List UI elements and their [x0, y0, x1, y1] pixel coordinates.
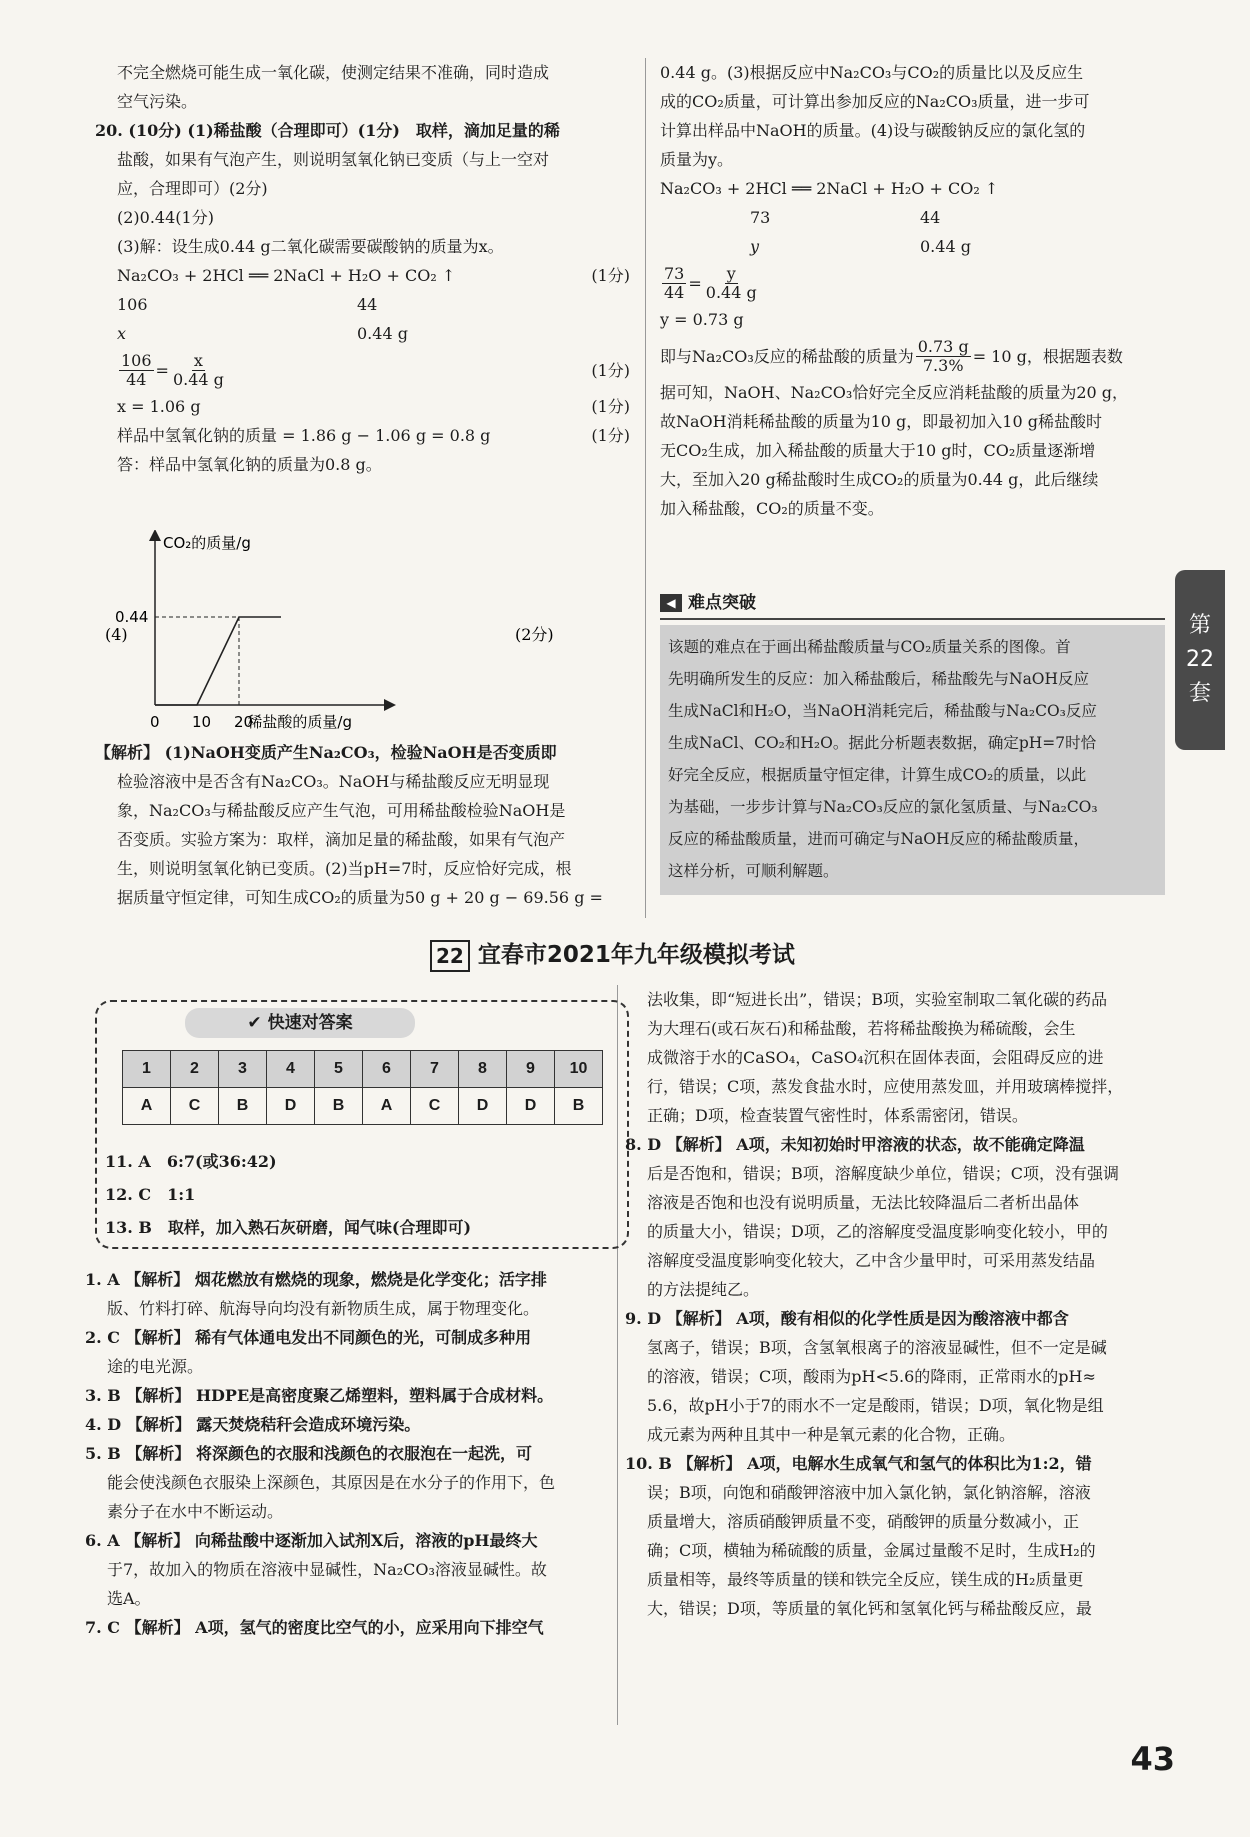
text-line: 途的电光源。 — [107, 1357, 204, 1376]
text-line: 无CO₂生成，加入稀盐酸的质量大于10 g时，CO₂质量逐渐增 — [660, 441, 1096, 460]
result: x = 1.06 g (1分) — [117, 397, 630, 416]
callout-line: 生成NaCl和H₂O，当NaOH消耗完后，稀盐酸与Na₂CO₃反应 — [668, 702, 1097, 720]
score: (1分) — [591, 266, 630, 285]
text-line: 溶液是否饱和也没有说明质量，无法比较降温后二者析出晶体 — [647, 1193, 1080, 1212]
answer-key: D — [507, 1088, 555, 1125]
question-line: 5. B 【解析】 将深颜色的衣服和浅颜色的衣服泡在一起洗，可 — [85, 1444, 532, 1463]
answer-number: 1 — [123, 1051, 171, 1088]
analysis-20 — [95, 738, 630, 912]
text-line: 【解析】 (1)NaOH变质产生Na₂CO₃，检验NaOH是否变质即 — [95, 743, 557, 762]
text-line: 正确；D项，检查装置气密性时，体系需密闭，错误。 — [647, 1106, 1028, 1125]
answer-key: B — [555, 1088, 603, 1125]
text-line: 质量相等，最终等质量的镁和铁完全反应，镁生成的H₂质量更 — [647, 1570, 1084, 1589]
difficulty-callout — [660, 625, 1165, 895]
question-line: 9. D 【解析】 A项，酸有相似的化学性质是因为酸溶液中都含 — [625, 1309, 1069, 1328]
score: (1分) — [591, 360, 630, 380]
answer-number: 10 — [555, 1051, 603, 1088]
section-title-text: 宜春市2021年九年级模拟考试 — [477, 942, 795, 968]
text-line: 生，则说明氢氧化钠已变质。(2)当pH=7时，反应恰好完成，根 — [117, 859, 572, 878]
question-line: 6. A 【解析】 向稀盐酸中逐渐加入试剂X后，溶液的pH最终大 — [85, 1531, 538, 1550]
set-tab: 第 22 套 — [1175, 570, 1225, 750]
answer-key: A — [123, 1088, 171, 1125]
answer-key: C — [411, 1088, 459, 1125]
x-tick-label: 20 — [234, 713, 254, 730]
text-line: 大，至加入20 g稀盐酸时生成CO₂的质量为0.44 g，此后继续 — [660, 470, 1099, 489]
fraction: $\frac{0.73 g}{7.3\%}$ — [917, 336, 969, 375]
text-line: 成微溶于水的CaSO₄，CaSO₄沉积在固体表面，会阻碍反应的进 — [647, 1048, 1104, 1067]
var-row — [95, 319, 630, 348]
x-axis-label: 稀盐酸的质量/g — [247, 713, 352, 730]
check-icon: ✔ — [247, 1013, 268, 1033]
text-line: 版、竹料打碎、航海导向均没有新物质生成，属于物理变化。 — [107, 1299, 540, 1318]
answer-key: C — [171, 1088, 219, 1125]
answer-number: 6 — [363, 1051, 411, 1088]
callout-line: 为基础，一步步计算与Na₂CO₃反应的氯化氢质量、与Na₂CO₃ — [668, 798, 1098, 816]
fraction: $\frac{x}{0.44 g}$ — [172, 350, 224, 389]
text-line: 误；B项，向饱和硝酸钾溶液中加入氯化钠，氯化钠溶解，溶液 — [647, 1483, 1091, 1502]
question-line: 10. B 【解析】 A项，电解水生成氧气和氢气的体积比为1:2，错 — [625, 1454, 1092, 1473]
text-line: 素分子在水中不断运动。 — [107, 1502, 284, 1521]
text-line: 能会使浅颜色衣服染上深颜色，其原因是在水分子的作用下，色 — [107, 1473, 556, 1492]
callout-line: 反应的稀盐酸质量，进而可确定与NaOH反应的稀盐酸质量， — [668, 830, 1090, 848]
text-line: 溶解度受温度影响变化较大，乙中含少量甲时，可采用蒸发结晶 — [647, 1251, 1096, 1270]
text-line: 不完全燃烧可能生成一氧化碳，使测定结果不准确，同时造成 — [117, 63, 550, 82]
proportion: $\frac{73}{44}$ = $\frac{y}{0.44 g}$ — [664, 263, 757, 302]
chart-svg — [95, 530, 635, 730]
answer-table — [122, 1050, 603, 1125]
answer-number: 5 — [315, 1051, 363, 1088]
x-tick-label: 0 — [150, 713, 160, 730]
fraction: $\frac{73}{44}$ — [664, 263, 685, 302]
column-divider-top — [645, 58, 646, 918]
answer-line: 11. A 6:7(或36:42) — [105, 1152, 277, 1171]
equation: Na₂CO₃ + 2HCl ══ 2NaCl + H₂O + CO₂ ↑ — [660, 179, 999, 198]
text-line: 空气污染。 — [117, 92, 198, 111]
co2-chart — [95, 530, 635, 730]
text-line: 质量增大，溶质硝酸钾质量不变，硝酸钾的质量分数减小，正 — [647, 1512, 1080, 1531]
answer-number: 8 — [459, 1051, 507, 1088]
question-line: 7. C 【解析】 A项，氢气的密度比空气的小，应采用向下排空气 — [85, 1618, 544, 1637]
series-line — [155, 617, 281, 705]
text-line: (2)0.44(1分) — [117, 208, 214, 227]
text-line: 大，错误；D项，等质量的氧化钙和氢氧化钙与稀盐酸反应，最 — [647, 1599, 1092, 1618]
callout-line: 好完全反应，根据质量守恒定律，计算生成CO₂的质量，以此 — [668, 766, 1087, 784]
text-line: 检验溶液中是否含有Na₂CO₃。NaOH与稀盐酸反应无明显现 — [117, 772, 550, 791]
question-line: 2. C 【解析】 稀有气体通电发出不同颜色的光，可制成多种用 — [85, 1328, 532, 1347]
text-line: 确；C项，横轴为稀硫酸的质量，金属过量酸不足时，生成H₂的 — [647, 1541, 1096, 1560]
fraction: $\frac{y}{0.44 g}$ — [705, 263, 757, 302]
question-20: 20. (10分) (1)稀盐酸（合理即可）(1分) 取样，滴加足量的稀 — [95, 121, 560, 140]
left-column-top — [95, 58, 630, 479]
answer-extra — [105, 1145, 471, 1244]
text-line: 否变质。实验方案为：取样，滴加足量的稀盐酸，如果有气泡产 — [117, 830, 566, 849]
text-line: 故NaOH消耗稀盐酸的质量为10 g，即最初加入10 g稀盐酸时 — [660, 412, 1102, 431]
text-line: 于7，故加入的物质在溶液中显碱性，Na₂CO₃溶液显碱性。故 — [107, 1560, 547, 1579]
callout-line: 生成NaCl、CO₂和H₂O。据此分析题表数据，确定pH=7时恰 — [668, 734, 1097, 752]
text-line: 的溶液，错误；C项，酸雨为pH<5.6的降雨，正常雨水的pH≈ — [647, 1367, 1096, 1386]
fraction: $\frac{106}{44}$ — [121, 350, 152, 389]
callout-line: 先明确所发生的反应：加入稀盐酸后，稀盐酸先与NaOH反应 — [668, 670, 1090, 688]
text-line: 法收集，即“短进长出”，错误；B项，实验室制取二氧化碳的药品 — [647, 990, 1108, 1009]
callout-title: ◀ 难点突破 — [660, 588, 1165, 620]
text-line: 的方法提纯乙。 — [647, 1280, 760, 1299]
text-line: 加入稀盐酸，CO₂的质量不变。 — [660, 499, 884, 518]
equation — [95, 261, 630, 290]
result: y = 0.73 g — [660, 310, 744, 329]
page-number: 43 — [1130, 1740, 1175, 1778]
section-title — [430, 935, 850, 975]
text-line: 据质量守恒定律，可知生成CO₂的质量为50 g + 20 g − 69.56 g = — [117, 888, 603, 907]
answer-line: 12. C 1:1 — [105, 1185, 196, 1204]
result: 样品中氢氧化钠的质量 = 1.86 g − 1.06 g = 0.8 g (1分) — [117, 426, 630, 445]
answer-number: 3 — [219, 1051, 267, 1088]
text-line: 为大理石(或石灰石)和稀盐酸，若将稀盐酸换为稀硫酸，会生 — [647, 1019, 1076, 1038]
y-axis-label: CO₂的质量/g — [163, 534, 251, 552]
mass-row — [95, 290, 630, 319]
var-row: y 0.44 g — [750, 237, 971, 256]
chart-score: (2分) — [515, 625, 554, 644]
question-line: 8. D 【解析】 A项，未知初始时甲溶液的状态，故不能确定降温 — [625, 1135, 1085, 1154]
text-line: 选A。 — [107, 1589, 151, 1608]
answer-line: 答：样品中氢氧化钠的质量为0.8 g。 — [117, 455, 382, 474]
question-line: 3. B 【解析】 HDPE是高密度聚乙烯塑料，塑料属于合成材料。 — [85, 1386, 554, 1405]
answer-number: 4 — [267, 1051, 315, 1088]
answer-key: B — [315, 1088, 363, 1125]
text-line: 的质量大小，错误；D项，乙的溶解度受温度影响变化较小，甲的 — [647, 1222, 1108, 1241]
text-line: 盐酸，如果有气泡产生，则说明氢氧化钠已变质（与上一空对 — [117, 150, 550, 169]
variable: x — [117, 324, 127, 343]
mass-calc: 即与Na₂CO₃反应的稀盐酸的质量为 $\frac{0.73 g}{7.3\%}$ = 10 g，根据题表数 — [660, 336, 1123, 375]
y-tick-label: 0.44 — [115, 608, 149, 626]
section-number: 22 — [430, 940, 470, 972]
answer-key: D — [267, 1088, 315, 1125]
text-line: 计算出样品中NaOH的质量。(4)设与碳酸钠反应的氯化氢的 — [660, 121, 1086, 140]
text-line: (3)解：设生成0.44 g二氧化碳需要碳酸钠的质量为x。 — [117, 237, 504, 256]
left-column-bottom — [85, 1265, 630, 1642]
answer-key: B — [219, 1088, 267, 1125]
chart-question-label: (4) — [105, 625, 128, 644]
share-icon: ◀ — [660, 594, 682, 612]
callout-line: 这样分析，可顺利解题。 — [668, 862, 839, 880]
answer-number-row — [123, 1051, 603, 1088]
question-line: 4. D 【解析】 露天焚烧秸秆会造成环境污染。 — [85, 1415, 421, 1434]
quick-answer-title: ✔ 快速对答案 — [185, 1008, 415, 1038]
answer-key-row — [123, 1088, 603, 1125]
answer-number: 7 — [411, 1051, 459, 1088]
right-column-bottom — [625, 985, 1175, 1623]
answer-key: A — [363, 1088, 411, 1125]
answer-number: 9 — [507, 1051, 555, 1088]
text-line: 氢离子，错误；B项，含氢氧根离子的溶液显碱性，但不一定是碱 — [647, 1338, 1107, 1357]
text-line: 象，Na₂CO₃与稀盐酸反应产生气泡，可用稀盐酸检验NaOH是 — [117, 801, 566, 820]
text-line: 行，错误；C项，蒸发食盐水时，应使用蒸发皿，并用玻璃棒搅拌， — [647, 1077, 1124, 1096]
proportion: $\frac{106}{44}$ = $\frac{x}{0.44 g}$ (1分) — [121, 350, 630, 389]
molar-mass: 44 — [357, 295, 378, 314]
text-line: 成的CO₂质量，可计算出参加反应的Na₂CO₃质量，进一步可 — [660, 92, 1090, 111]
text-line: 据可知，NaOH、Na₂CO₃恰好完全反应消耗盐酸的质量为20 g， — [660, 383, 1129, 402]
right-column-top — [660, 58, 1180, 523]
answer-line: 13. B 取样，加入熟石灰研磨，闻气味(合理即可) — [105, 1218, 472, 1237]
equation-text: Na₂CO₃ + 2HCl ══ 2NaCl + H₂O + CO₂ ↑ — [117, 266, 456, 285]
mass-row: 73 44 — [750, 208, 941, 227]
text-line: 5.6，故pH小于7的雨水不一定是酸雨，错误；D项，氧化物是组 — [647, 1396, 1104, 1415]
text-line: 应，合理即可）(2分) — [117, 179, 268, 198]
x-tick-label: 10 — [192, 713, 212, 730]
value: 0.44 g — [357, 324, 408, 343]
text-line: 成元素为两种且其中一种是氧元素的化合物，正确。 — [647, 1425, 1016, 1444]
text-line: 0.44 g。(3)根据反应中Na₂CO₃与CO₂的质量比以及反应生 — [660, 63, 1084, 82]
answer-number: 2 — [171, 1051, 219, 1088]
callout-line: 该题的难点在于画出稀盐酸质量与CO₂质量关系的图像。首 — [668, 638, 1071, 656]
question-line: 1. A 【解析】 烟花燃放有燃烧的现象，燃烧是化学变化；活字排 — [85, 1270, 547, 1289]
answer-key: D — [459, 1088, 507, 1125]
molar-mass: 106 — [117, 295, 148, 314]
text-line: 质量为y。 — [660, 150, 734, 169]
text-line: 后是否饱和，错误；B项，溶解度缺少单位，错误；C项，没有强调 — [647, 1164, 1120, 1183]
